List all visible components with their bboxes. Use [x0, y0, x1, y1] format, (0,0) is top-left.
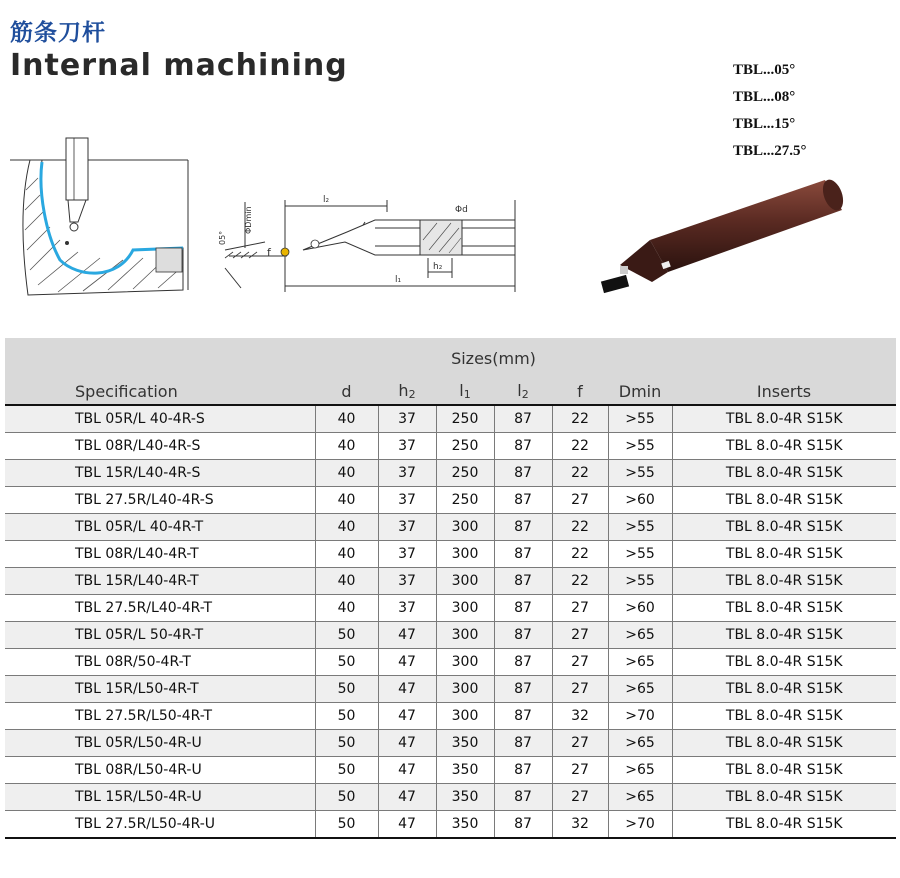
cell-d: 50	[315, 784, 378, 811]
table-row	[5, 487, 896, 514]
cell-l1: 300	[436, 541, 494, 568]
cell-inserts: TBL 8.0-4R S15K	[672, 568, 896, 595]
cell-specification: TBL 15R/L40-4R-T	[5, 568, 315, 595]
cell-inserts: TBL 8.0-4R S15K	[672, 649, 896, 676]
variant-item: TBL...15°	[733, 116, 796, 132]
col-l1: l1	[436, 368, 494, 405]
dim-label-h2: h₂	[433, 262, 443, 272]
dim-label-l2: l₂	[323, 195, 330, 205]
cell-l1: 250	[436, 487, 494, 514]
cell-inserts: TBL 8.0-4R S15K	[672, 703, 896, 730]
col-d: d	[315, 368, 378, 405]
cell-f: 27	[552, 622, 608, 649]
cell-dmin: >60	[608, 487, 672, 514]
col-specification: Specification	[5, 368, 315, 405]
cell-l2: 87	[494, 784, 552, 811]
cell-l1: 300	[436, 703, 494, 730]
cell-h2: 47	[378, 649, 436, 676]
cell-specification: TBL 15R/L50-4R-T	[5, 676, 315, 703]
cell-f: 27	[552, 730, 608, 757]
cell-f: 22	[552, 460, 608, 487]
variant-item: TBL...05°	[733, 62, 796, 78]
table-row	[5, 784, 896, 811]
table-row	[5, 622, 896, 649]
variant-item: TBL...27.5°	[733, 143, 807, 159]
table-row	[5, 460, 896, 487]
cell-f: 27	[552, 676, 608, 703]
table-row	[5, 649, 896, 676]
cell-h2: 37	[378, 433, 436, 460]
cell-d: 40	[315, 541, 378, 568]
cell-l1: 300	[436, 649, 494, 676]
cell-specification: TBL 05R/L 50-4R-T	[5, 622, 315, 649]
cell-inserts: TBL 8.0-4R S15K	[672, 405, 896, 433]
cell-h2: 47	[378, 757, 436, 784]
cell-d: 50	[315, 649, 378, 676]
cell-l1: 350	[436, 811, 494, 839]
cell-f: 22	[552, 514, 608, 541]
cell-l1: 300	[436, 622, 494, 649]
cell-inserts: TBL 8.0-4R S15K	[672, 730, 896, 757]
cell-inserts: TBL 8.0-4R S15K	[672, 757, 896, 784]
cell-inserts: TBL 8.0-4R S15K	[672, 811, 896, 839]
cell-dmin: >55	[608, 460, 672, 487]
cell-l1: 300	[436, 676, 494, 703]
col-h2: h2	[378, 368, 436, 405]
cell-l2: 87	[494, 622, 552, 649]
cell-l2: 87	[494, 595, 552, 622]
cell-l2: 87	[494, 811, 552, 839]
cell-l1: 300	[436, 568, 494, 595]
cell-h2: 47	[378, 730, 436, 757]
cell-dmin: >55	[608, 514, 672, 541]
tool-holder-photo	[590, 170, 860, 310]
cell-f: 27	[552, 487, 608, 514]
table-column-header	[5, 368, 896, 405]
table-group-header	[5, 338, 896, 368]
cell-dmin: >65	[608, 784, 672, 811]
cell-specification: TBL 27.5R/L50-4R-U	[5, 811, 315, 839]
cell-h2: 37	[378, 405, 436, 433]
cell-inserts: TBL 8.0-4R S15K	[672, 676, 896, 703]
cell-specification: TBL 05R/L 40-4R-S	[5, 405, 315, 433]
cell-l1: 350	[436, 784, 494, 811]
cell-dmin: >55	[608, 568, 672, 595]
cell-d: 40	[315, 433, 378, 460]
cell-dmin: >60	[608, 595, 672, 622]
table-row	[5, 676, 896, 703]
cell-l2: 87	[494, 757, 552, 784]
cell-inserts: TBL 8.0-4R S15K	[672, 622, 896, 649]
specification-table	[5, 338, 896, 839]
cell-f: 22	[552, 433, 608, 460]
cell-h2: 37	[378, 541, 436, 568]
cell-l2: 87	[494, 649, 552, 676]
cell-d: 50	[315, 757, 378, 784]
cell-specification: TBL 05R/L50-4R-U	[5, 730, 315, 757]
col-inserts: Inserts	[672, 368, 896, 405]
cell-l2: 87	[494, 487, 552, 514]
cell-specification: TBL 08R/L40-4R-S	[5, 433, 315, 460]
cell-l1: 300	[436, 595, 494, 622]
cell-inserts: TBL 8.0-4R S15K	[672, 433, 896, 460]
table-row	[5, 730, 896, 757]
cell-l2: 87	[494, 433, 552, 460]
cell-d: 40	[315, 514, 378, 541]
cell-h2: 37	[378, 595, 436, 622]
variant-item: TBL...08°	[733, 89, 796, 105]
cell-h2: 47	[378, 622, 436, 649]
cell-dmin: >55	[608, 405, 672, 433]
cell-inserts: TBL 8.0-4R S15K	[672, 541, 896, 568]
cell-h2: 37	[378, 460, 436, 487]
workpiece-section-diagram	[8, 130, 193, 305]
cell-f: 22	[552, 541, 608, 568]
cell-h2: 47	[378, 703, 436, 730]
title-chinese: 筋条刀杆	[10, 20, 106, 46]
cell-dmin: >55	[608, 433, 672, 460]
cell-specification: TBL 15R/L50-4R-U	[5, 784, 315, 811]
cell-dmin: >70	[608, 811, 672, 839]
cell-dmin: >55	[608, 541, 672, 568]
cell-l2: 87	[494, 460, 552, 487]
cell-specification: TBL 27.5R/L40-4R-T	[5, 595, 315, 622]
table-row	[5, 595, 896, 622]
cell-specification: TBL 27.5R/L40-4R-S	[5, 487, 315, 514]
title-english: Internal machining	[10, 48, 348, 83]
cell-inserts: TBL 8.0-4R S15K	[672, 514, 896, 541]
cell-d: 40	[315, 405, 378, 433]
cell-inserts: TBL 8.0-4R S15K	[672, 595, 896, 622]
dim-label-d: Φd	[455, 205, 468, 215]
cell-d: 50	[315, 676, 378, 703]
cell-f: 32	[552, 703, 608, 730]
cell-l1: 250	[436, 433, 494, 460]
cell-d: 50	[315, 730, 378, 757]
sizes-group-label: Sizes(mm)	[315, 338, 672, 368]
cell-d: 40	[315, 568, 378, 595]
cell-f: 27	[552, 649, 608, 676]
table-row	[5, 811, 896, 839]
cell-f: 22	[552, 568, 608, 595]
dim-label-dmin: ΦDmin	[244, 206, 253, 234]
cell-dmin: >65	[608, 757, 672, 784]
cell-l2: 87	[494, 405, 552, 433]
variant-list	[733, 62, 807, 170]
cell-specification: TBL 15R/L40-4R-S	[5, 460, 315, 487]
cell-specification: TBL 08R/50-4R-T	[5, 649, 315, 676]
col-dmin: Dmin	[608, 368, 672, 405]
cell-l1: 250	[436, 405, 494, 433]
col-l2: l2	[494, 368, 552, 405]
cell-l1: 250	[436, 460, 494, 487]
cell-l2: 87	[494, 568, 552, 595]
table-row	[5, 703, 896, 730]
cell-d: 40	[315, 595, 378, 622]
cell-f: 22	[552, 405, 608, 433]
cell-l1: 350	[436, 730, 494, 757]
cell-d: 40	[315, 460, 378, 487]
table-row	[5, 568, 896, 595]
cell-l2: 87	[494, 703, 552, 730]
dim-label-f: f	[267, 246, 271, 259]
cell-dmin: >65	[608, 730, 672, 757]
cell-h2: 37	[378, 568, 436, 595]
table-row	[5, 405, 896, 433]
dim-label-l1: l₁	[395, 275, 402, 285]
dim-label-angle: 05°	[218, 230, 227, 245]
cell-specification: TBL 08R/L40-4R-T	[5, 541, 315, 568]
cell-l2: 87	[494, 676, 552, 703]
cell-l2: 87	[494, 730, 552, 757]
cell-d: 50	[315, 703, 378, 730]
col-f: f	[552, 368, 608, 405]
cell-dmin: >65	[608, 622, 672, 649]
cell-specification: TBL 27.5R/L50-4R-T	[5, 703, 315, 730]
cell-f: 32	[552, 811, 608, 839]
cell-f: 27	[552, 757, 608, 784]
cell-h2: 37	[378, 487, 436, 514]
tool-holder-dimension-drawing	[215, 180, 535, 295]
cell-dmin: >65	[608, 649, 672, 676]
cell-d: 50	[315, 622, 378, 649]
table-row	[5, 541, 896, 568]
cell-inserts: TBL 8.0-4R S15K	[672, 784, 896, 811]
table-row	[5, 757, 896, 784]
cell-f: 27	[552, 784, 608, 811]
cell-h2: 47	[378, 676, 436, 703]
cell-l2: 87	[494, 514, 552, 541]
cell-h2: 47	[378, 811, 436, 839]
cell-h2: 37	[378, 514, 436, 541]
cell-l1: 300	[436, 514, 494, 541]
cell-d: 50	[315, 811, 378, 839]
cell-dmin: >70	[608, 703, 672, 730]
cell-f: 27	[552, 595, 608, 622]
cell-dmin: >65	[608, 676, 672, 703]
cell-inserts: TBL 8.0-4R S15K	[672, 460, 896, 487]
cell-specification: TBL 05R/L 40-4R-T	[5, 514, 315, 541]
cell-l1: 350	[436, 757, 494, 784]
cell-specification: TBL 08R/L50-4R-U	[5, 757, 315, 784]
cell-inserts: TBL 8.0-4R S15K	[672, 487, 896, 514]
cell-d: 40	[315, 487, 378, 514]
table-row	[5, 433, 896, 460]
table-row	[5, 514, 896, 541]
cell-l2: 87	[494, 541, 552, 568]
cell-h2: 47	[378, 784, 436, 811]
